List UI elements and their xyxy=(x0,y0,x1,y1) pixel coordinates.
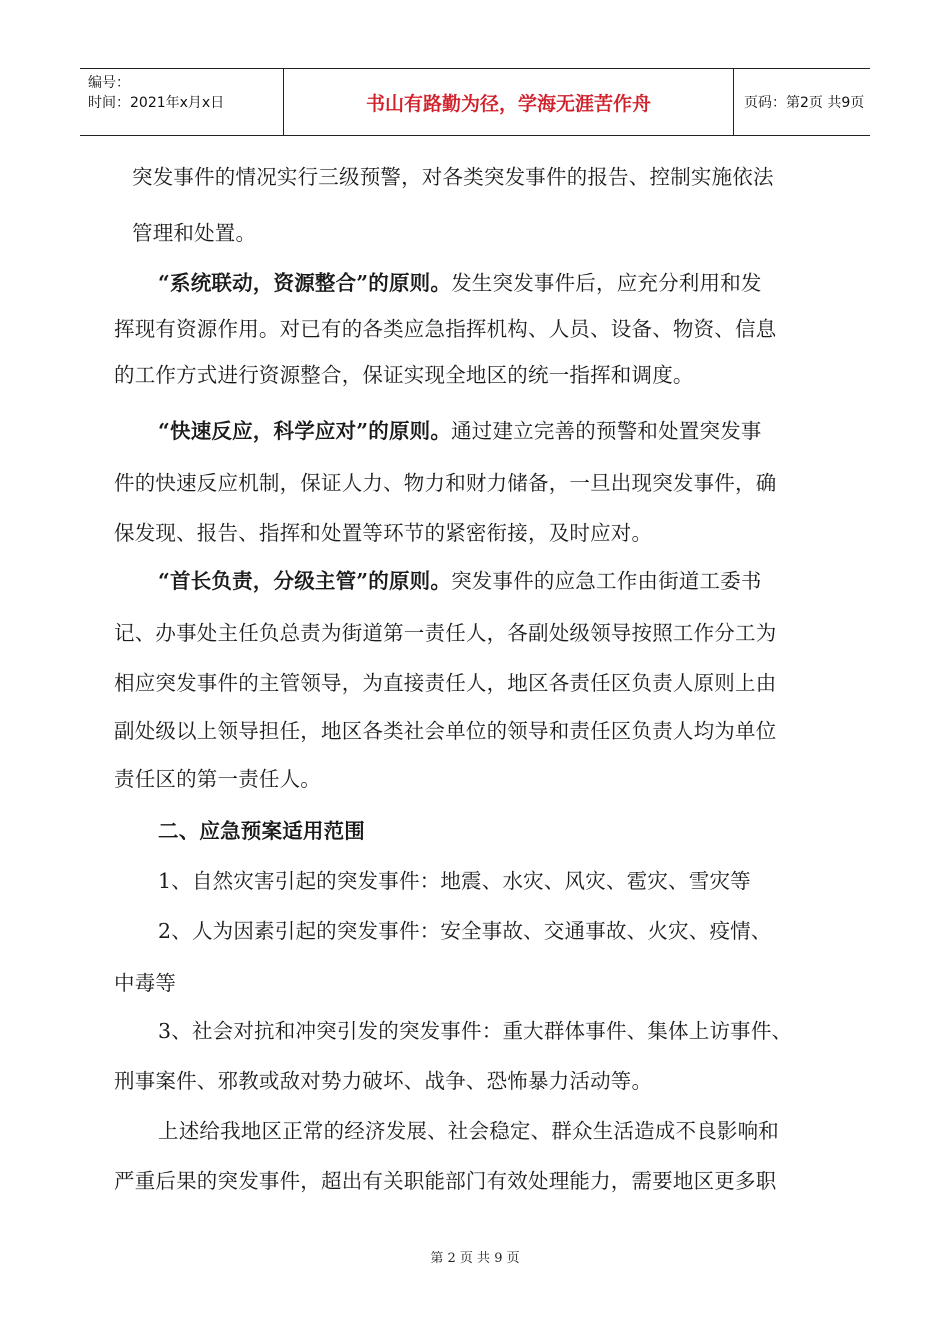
list-item: 1、自然灾害引起的突发事件：地震、水灾、风灾、雹灾、雪灾等 xyxy=(158,869,751,893)
header-motto: 书山有路勤为径，学海无涯苦作舟 xyxy=(283,69,734,135)
paragraph-first-line: 上述给我地区正常的经济发展、社会稳定、群众生活造成不良影响和 xyxy=(158,1119,779,1143)
paragraph-line: 保发现、报告、指挥和处置等环节的紧密衔接，及时应对。 xyxy=(114,521,653,545)
paragraph-line: 相应突发事件的主管领导，为直接责任人，地区各责任区负责人原则上由 xyxy=(114,671,777,695)
paragraph-line: 管理和处置。 xyxy=(132,221,257,245)
paragraph-line: 的工作方式进行资源整合，保证实现全地区的统一指挥和调度。 xyxy=(114,363,694,387)
header-page-info: 页码：第2页 共9页 xyxy=(744,95,865,111)
paragraph-first-line: “首长负责，分级主管”的原则。突发事件的应急工作由街道工委书 xyxy=(158,569,762,593)
paragraph-line: 副处级以上领导担任，地区各类社会单位的领导和责任区负责人均为单位 xyxy=(114,719,777,743)
paragraph-line: 突发事件的情况实行三级预警，对各类突发事件的报告、控制实施依法 xyxy=(132,165,774,189)
section-heading: 二、应急预案适用范围 xyxy=(158,819,365,843)
date-label: 时间：2021年x月x日 xyxy=(88,95,225,111)
list-item: 3、社会对抗和冲突引发的突发事件：重大群体事件、集体上访事件、 xyxy=(158,1019,793,1043)
paragraph-first-line: “系统联动，资源整合”的原则。发生突发事件后，应充分利用和发 xyxy=(158,271,762,295)
paragraph-line: 记、办事处主任负总责为街道第一责任人，各副处级领导按照工作分工为 xyxy=(114,621,777,645)
principle-heading: “首长负责，分级主管”的原则。 xyxy=(158,569,452,593)
principle-heading: “系统联动，资源整合”的原则。 xyxy=(158,271,452,295)
header-meta xyxy=(80,69,283,135)
principle-heading: “快速反应，科学应对”的原则。 xyxy=(158,419,452,443)
list-item: 2、人为因素引起的突发事件：安全事故、交通事故、火灾、疫情、 xyxy=(158,919,772,943)
paragraph-line: 挥现有资源作用。对已有的各类应急指挥机构、人员、设备、物资、信息 xyxy=(114,317,777,341)
paragraph-first-line: “快速反应，科学应对”的原则。通过建立完善的预警和处置突发事 xyxy=(158,419,762,443)
number-label: 编号： xyxy=(88,75,130,91)
page-footer: 第 2 页 共 9 页 xyxy=(430,1251,520,1266)
paragraph-line: 责任区的第一责任人。 xyxy=(114,767,321,791)
paragraph-line: 严重后果的突发事件，超出有关职能部门有效处理能力，需要地区更多职 xyxy=(114,1169,777,1193)
list-item-continuation: 刑事案件、邪教或敌对势力破坏、战争、恐怖暴力活动等。 xyxy=(114,1069,653,1093)
paragraph-line: 件的快速反应机制，保证人力、物力和财力储备，一旦出现突发事件，确 xyxy=(114,471,777,495)
document-header xyxy=(80,68,870,136)
list-item-continuation: 中毒等 xyxy=(114,971,177,995)
